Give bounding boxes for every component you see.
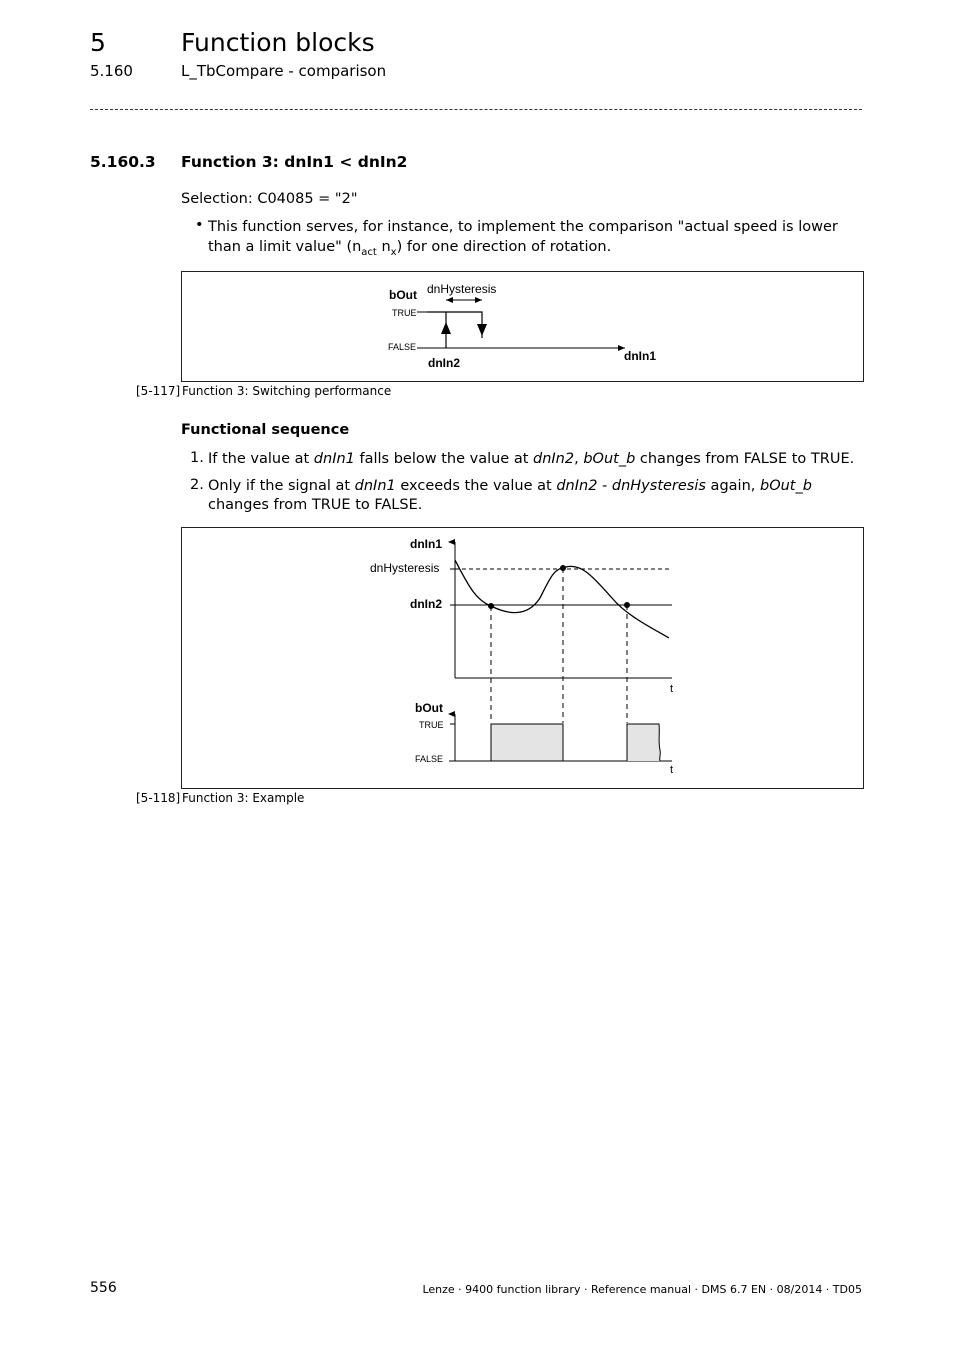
figure2-caption [136,791,304,805]
dnin2-axis-label: dnIn2 [410,597,442,611]
example-diagram [182,528,863,788]
page-number: 556 [90,1280,117,1296]
step1-text [208,450,868,469]
bottom-true-label: TRUE [419,720,444,730]
bout-label: bOut [389,288,417,302]
document-info: Lenze · 9400 function library · Reference manual · DMS 6.7 EN · 08/2014 · TD05 [422,1283,862,1296]
false-label: FALSE [388,342,417,352]
step1-i1: dnIn1 [313,451,355,467]
subsection-number: 5.160.3 [90,153,156,171]
step2-t4: changes from TRUE to FALSE. [208,497,423,513]
bullet-part2: n [376,239,391,255]
bout-true-pulse-2 [627,724,660,761]
step2-t1: Only if the signal at [208,478,355,494]
bullet-sub-act: act [361,246,377,258]
step1-t1: If the value at [208,451,314,467]
figure2-caption-number: [5-118] [136,791,181,805]
step1-i3: bOut_b [583,451,636,467]
hysteresis-label: dnHysteresis [427,282,497,296]
dnin1-axis-label: dnIn1 [410,537,442,551]
hysteresis-loop-right [427,312,482,338]
bout-true-pulse-1 [491,724,563,761]
rising-arrow-icon [441,322,451,334]
header-divider [90,109,862,110]
falling-arrow-icon [477,324,487,336]
figure2-caption-text: Function 3: Example [182,791,305,805]
section-title: L_TbCompare - comparison [181,62,387,80]
step1-t2: falls below the value at [354,451,534,467]
dnin1-label: dnIn1 [624,349,656,363]
figure1-caption-number: [5-117] [136,384,181,398]
step1-number: 1. [190,450,204,466]
bullet-part1: This function serves, for instance, to implement the comparison "actual speed is lower than a limit value" (n [208,219,838,255]
step2-i1: dnIn1 [354,478,396,494]
hysteresis-axis-label: dnHysteresis [370,561,440,575]
selection-text: Selection: C04085 = "2" [181,191,358,207]
switching-performance-figure [181,271,864,382]
step2-text [208,477,868,515]
chapter-title: Function blocks [181,28,375,57]
subsection-title: Function 3: dnIn1 < dnIn2 [181,153,408,171]
bottom-t-label: t [670,764,674,776]
step1-i2: dnIn2 [533,451,575,467]
top-t-label: t [670,683,674,695]
bout-axis-label: bOut [415,701,443,715]
figure1-caption [136,384,391,398]
bullet-part3: ) for one direction of rotation. [396,239,612,255]
step2-t2: exceeds the value at [395,478,557,494]
bullet-marker: • [195,217,204,233]
step2-i3: bOut_b [759,478,812,494]
step1-t4: changes from FALSE to TRUE. [635,451,855,467]
figure1-caption-text: Function 3: Switching performance [182,384,392,398]
dnin1-signal-curve [455,560,669,638]
step2-t3: again, [705,478,760,494]
functional-sequence-heading: Functional sequence [181,422,350,438]
bottom-false-label: FALSE [415,754,444,764]
step2-i2: dnIn2 - dnHysteresis [556,478,706,494]
bullet-sub-x: x [390,246,397,258]
dnin2-label: dnIn2 [428,356,460,370]
step1-t3: , [574,451,584,467]
section-number: 5.160 [90,62,133,80]
switching-performance-diagram [182,272,863,381]
step2-number: 2. [190,477,204,493]
example-figure [181,527,864,789]
bullet-text [208,217,868,263]
true-label: TRUE [392,308,417,318]
chapter-number: 5 [90,28,106,57]
